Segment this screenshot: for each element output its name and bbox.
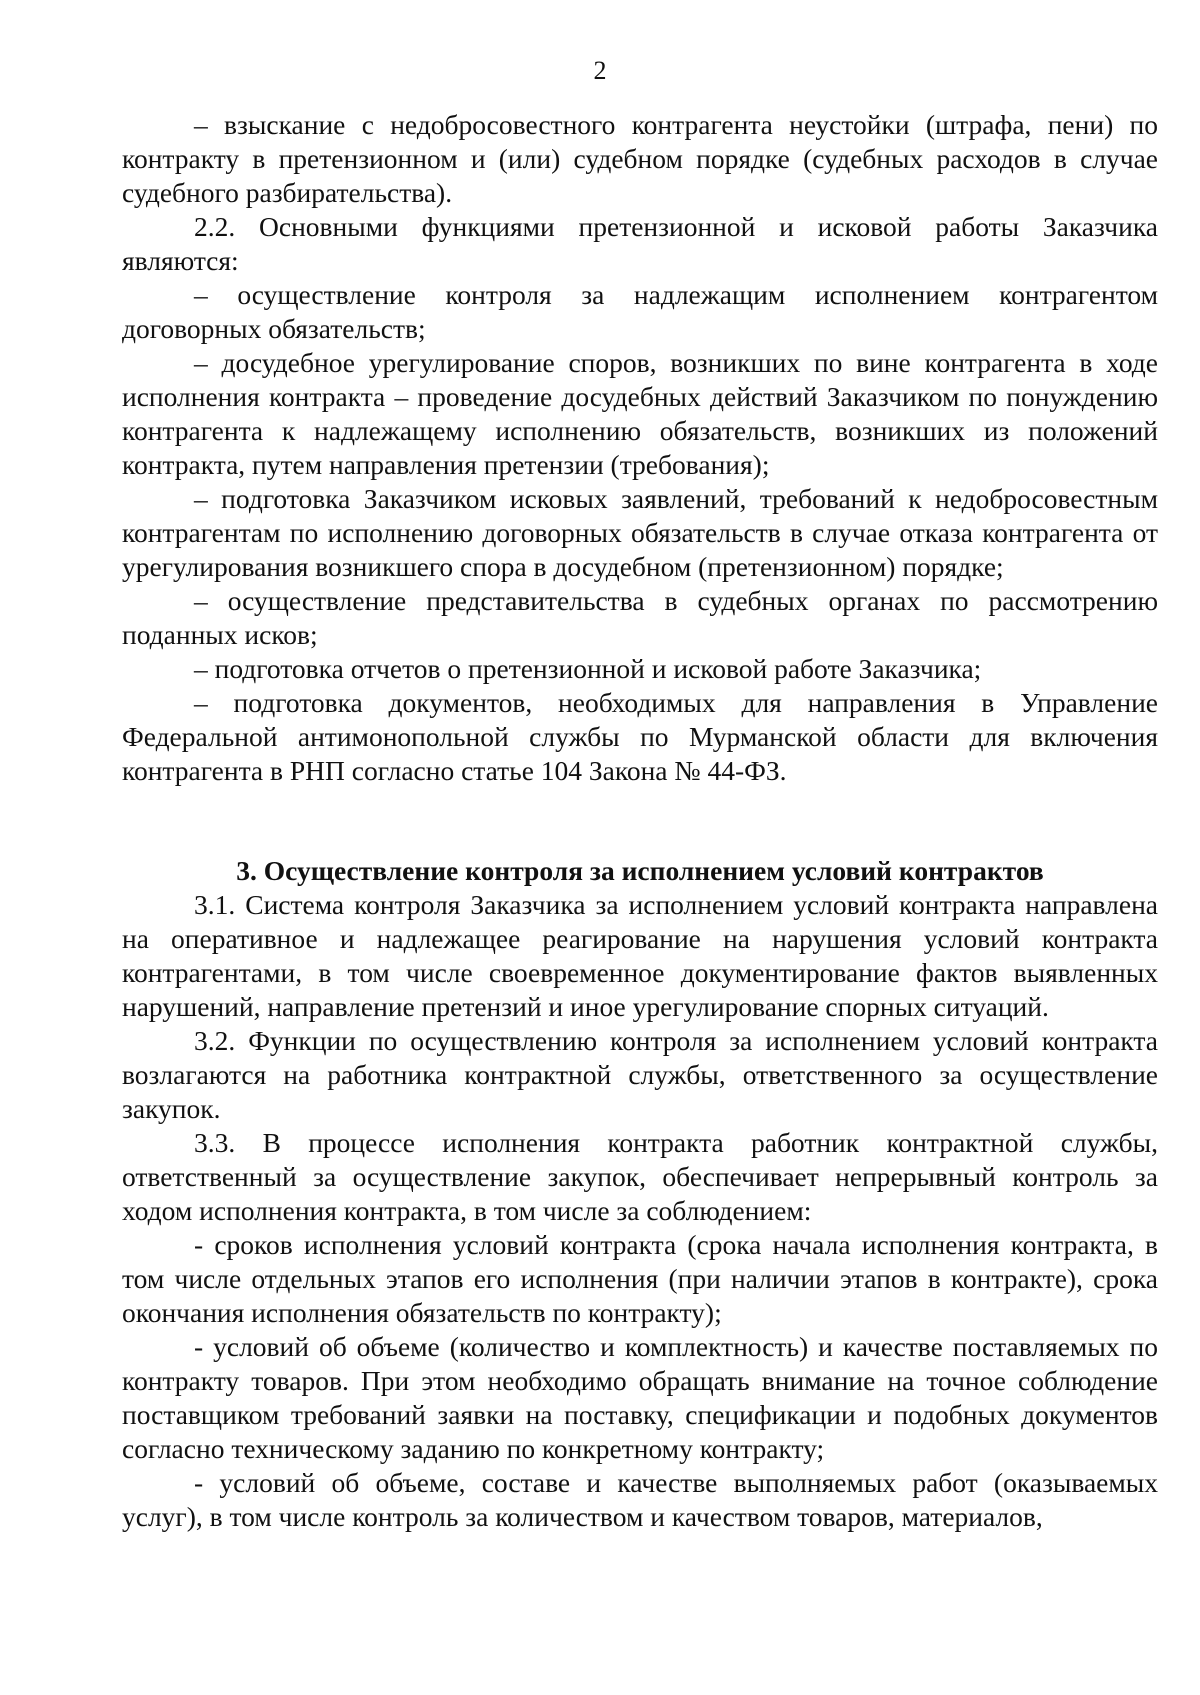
list-item-claims-preparation: – подготовка Заказчиком исковых заявлений, требований к недобросовестным контрагентам по исполнению договорных обязательств в случае отказа контрагента от урегулирования возникшего спора в досудебном (претензионном) порядке;	[122, 483, 1158, 582]
list-item-pretrial-settlement: – досудебное урегулирование споров, возникших по вине контрагента в ходе исполнения контракта – проведение досудебных действий Заказчиком по понуждению контрагента к надлежащему исполнению обязательств, возникших из положений контракта, путем направления претензии (требования);	[122, 347, 1158, 480]
paragraph-2-2: 2.2. Основными функциями претензионной и исковой работы Заказчика являются:	[122, 211, 1158, 276]
paragraph-penalty-collection: – взыскание с недобросовестного контрагента неустойки (штрафа, пени) по контракту в претензионном и (или) судебном порядке (судебных расходов в случае судебного разбирательства).	[122, 109, 1158, 208]
paragraph-3-3: 3.3. В процессе исполнения контракта работник контрактной службы, ответственный за осуществление закупок, обеспечивает непрерывный контроль за ходом исполнения контракта, в том числе за соблюдением:	[122, 1127, 1158, 1226]
document-body	[122, 108, 1158, 1534]
page-number: 2	[593, 56, 607, 85]
list-item-reports: – подготовка отчетов о претензионной и исковой работе Заказчика;	[194, 653, 982, 684]
list-item-court-representation: – осуществление представительства в судебных органах по рассмотрению поданных исков;	[122, 585, 1158, 650]
paragraph-3-2: 3.2. Функции по осуществлению контроля за исполнением условий контракта возлагаются на работника контрактной службы, ответственного за осуществление закупок.	[122, 1025, 1158, 1124]
list-item-works-volume: - условий об объеме, составе и качестве выполняемых работ (оказываемых услуг), в том числе контроль за количеством и качеством товаров, материалов,	[122, 1467, 1158, 1532]
list-item-control: – осуществление контроля за надлежащим исполнением контрагентом договорных обязательств;	[122, 279, 1158, 344]
list-item-fas-documents: – подготовка документов, необходимых для направления в Управление Федеральной антимонопольной службы по Мурманской области для включения контрагента в РНП согласно статье 104 Закона № 44-ФЗ.	[122, 687, 1158, 786]
paragraph-3-1: 3.1. Система контроля Заказчика за исполнением условий контракта направлена на оперативное и надлежащее реагирование на нарушения условий контракта контрагентами, в том числе своевременное документирование фактов выявленных нарушений, направление претензий и иное урегулирование спорных ситуаций.	[122, 889, 1158, 1022]
list-item-goods-volume: - условий об объеме (количество и комплектность) и качестве поставляемых по контракту товаров. При этом необходимо обращать внимание на точное соблюдение поставщиком требований заявки на поставку, спецификации и подобных документов согласно техническому заданию по конкретному контракту;	[122, 1331, 1158, 1464]
list-item-deadlines: - сроков исполнения условий контракта (срока начала исполнения контракта, в том числе отдельных этапов его исполнения (при наличии этапов в контракте), срока окончания исполнения обязательств по контракту);	[122, 1229, 1158, 1328]
section-3-heading: 3. Осуществление контроля за исполнением условий контрактов	[236, 855, 1044, 886]
